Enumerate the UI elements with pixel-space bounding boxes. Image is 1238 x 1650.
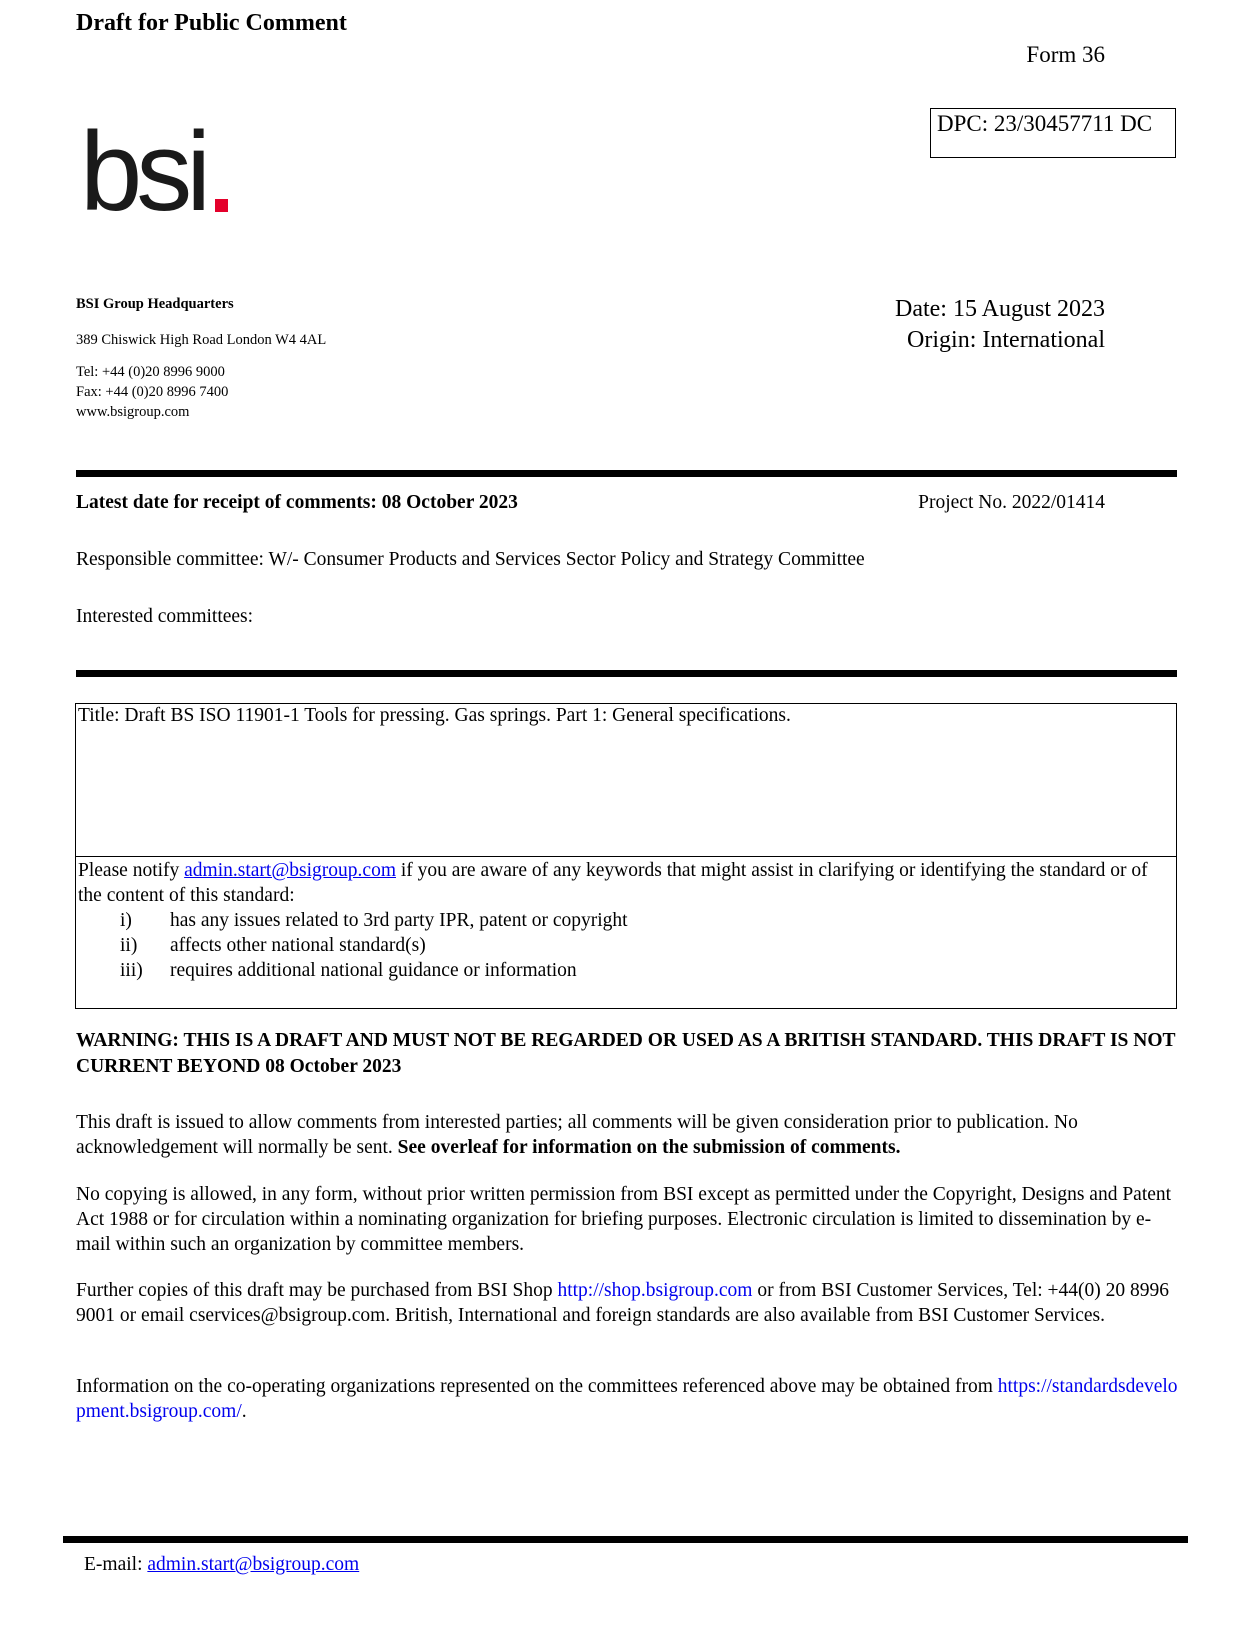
list-item-text: affects other national standard(s) (170, 935, 426, 956)
paragraph-copying: No copying is allowed, in any form, without prior written permission from BSI except as permitted under the Copyright, Designs and Patent Act 1988 or for circulation within a nominating organization for briefing purposes. Electronic circulation is limited to dissemination by e-mail within such an organization by committee members. (76, 1184, 1172, 1255)
hq-address: 389 Chiswick High Road London W4 4AL (76, 332, 327, 348)
warning-text: WARNING: THIS IS A DRAFT AND MUST NOT BE REGARDED OR USED AS A BRITISH STANDARD. THIS DRAFT IS NOT CURRENT BEYOND 08 October 2023 (76, 1030, 1176, 1077)
dpc-reference-box: DPC: 23/30457711 DC (930, 108, 1176, 158)
origin: Origin: International (907, 327, 1105, 353)
list-item-number: i) (120, 910, 132, 931)
hq-title: BSI Group Headquarters (76, 296, 234, 312)
date-origin-block (895, 294, 1105, 356)
latest-comment-date: Latest date for receipt of comments: 08 October 2023 (76, 492, 518, 513)
paragraph-organizations-text-b: . (241, 1401, 247, 1422)
standard-title: Title: Draft BS ISO 11901-1 Tools for pressing. Gas springs. Part 1: General specifications. (78, 705, 791, 726)
paragraph-organizations-text-a: Information on the co-operating organizations represented on the committees referenced above may be obtained from (76, 1376, 998, 1397)
title-box (75, 703, 1177, 856)
bsi-logo-dot (215, 199, 228, 212)
notify-list (78, 908, 1170, 983)
notify-box (75, 856, 1177, 1009)
paragraph-comments-bold: See overleaf for information on the submission of comments. (397, 1137, 901, 1158)
list-item-text: requires additional national guidance or information (170, 960, 577, 981)
draft-heading: Draft for Public Comment (76, 10, 347, 36)
divider-top (76, 470, 1177, 477)
interested-committees: Interested committees: (76, 606, 254, 627)
bsi-logo (80, 122, 250, 232)
notify-suffix: if you are aware of any keywords that might assist in clarifying or identifying the standard or of the content of this standard: (78, 860, 1148, 906)
paragraph-copies (76, 1278, 1180, 1328)
hq-fax: Fax: +44 (0)20 8996 7400 (76, 384, 229, 400)
divider-footer (63, 1536, 1188, 1543)
list-item-number: ii) (120, 935, 138, 956)
divider-middle (76, 670, 1177, 677)
list-item (120, 933, 1170, 958)
paragraph-copies-text-a: Further copies of this draft may be purchased from BSI Shop (76, 1280, 558, 1301)
bsi-logo-text: bsi (80, 122, 206, 232)
notify-text (78, 858, 1170, 908)
shop-link[interactable]: http://shop.bsigroup.com (557, 1280, 753, 1301)
responsible-committee: Responsible committee: W/- Consumer Products and Services Sector Policy and Strategy Committee (76, 549, 865, 570)
notify-email-link[interactable]: admin.start@bsigroup.com (184, 860, 396, 881)
paragraph-organizations (76, 1374, 1180, 1424)
issue-date: Date: 15 August 2023 (895, 296, 1105, 322)
paragraph-copies-text-b: or from BSI Customer Services, Tel: +44(0) 20 8996 9001 or email cservices@bsigroup.com. British, International and foreign standards are also available from BSI Customer Services. (76, 1280, 1170, 1326)
notify-prefix: Please notify (78, 860, 185, 881)
paragraph-comments-text: This draft is issued to allow comments from interested parties; all comments will be given consideration prior to publication. No acknowledgement will normally be sent. (76, 1112, 1078, 1158)
hq-contacts (76, 362, 228, 422)
list-item-number: iii) (120, 960, 143, 981)
list-item-text: has any issues related to 3rd party IPR, patent or copyright (170, 910, 628, 931)
footer-email-label: E-mail: (84, 1554, 148, 1575)
paragraph-comments (76, 1110, 1180, 1160)
list-item (120, 958, 1170, 983)
footer-email-link[interactable]: admin.start@bsigroup.com (147, 1554, 360, 1575)
hq-web: www.bsigroup.com (76, 404, 190, 420)
footer-email (84, 1554, 359, 1576)
form-number: Form 36 (1026, 42, 1105, 67)
project-number: Project No. 2022/01414 (918, 492, 1105, 513)
standards-development-link[interactable]: https://standardsdevelopment.bsigroup.com/ (76, 1376, 1178, 1422)
hq-tel: Tel: +44 (0)20 8996 9000 (76, 364, 225, 380)
list-item (120, 908, 1170, 933)
